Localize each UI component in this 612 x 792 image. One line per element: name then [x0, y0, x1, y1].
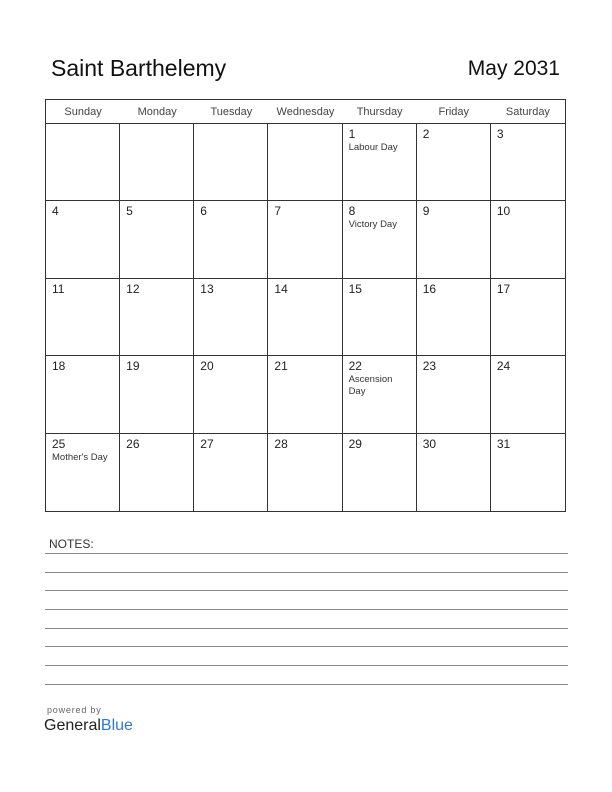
day-number: 25 — [52, 436, 66, 451]
day-cell — [46, 201, 120, 278]
weekday-header: Thursday — [343, 100, 417, 124]
weekday-header: Wednesday — [268, 100, 342, 124]
day-number: 4 — [52, 204, 59, 219]
day-number: 30 — [422, 436, 437, 451]
day-cell — [268, 201, 342, 278]
day-cell — [491, 201, 565, 278]
day-cell — [46, 279, 120, 356]
day-number: 3 — [496, 127, 504, 141]
note-line — [45, 684, 568, 685]
brand-general: General — [44, 717, 101, 734]
note-line — [45, 628, 568, 629]
day-cell — [417, 356, 491, 433]
day-cell — [491, 279, 565, 356]
note-line — [45, 553, 568, 554]
day-cell — [194, 356, 268, 433]
day-number: 19 — [126, 359, 140, 374]
day-number: 12 — [126, 281, 140, 296]
holiday-label: Victory Day — [348, 219, 397, 231]
day-cell — [491, 124, 565, 201]
day-cell — [120, 201, 194, 278]
day-number: 21 — [274, 359, 288, 374]
brand-blue: Blue — [100, 717, 133, 734]
day-cell — [46, 124, 120, 201]
weekday-header: Tuesday — [194, 100, 268, 124]
note-line — [45, 646, 568, 647]
day-number: 11 — [52, 281, 65, 296]
note-line — [45, 609, 568, 610]
day-cell — [343, 356, 417, 433]
day-cell — [194, 434, 268, 511]
day-number: 17 — [496, 281, 511, 296]
weekday-header: Friday — [417, 100, 491, 124]
day-number: 31 — [496, 436, 511, 451]
weekday-header: Saturday — [491, 100, 565, 124]
day-number: 15 — [348, 281, 362, 296]
day-cell — [268, 279, 342, 356]
day-cell — [417, 124, 491, 201]
day-cell — [120, 279, 194, 356]
calendar-title: Saint Barthelemy — [51, 55, 227, 81]
day-number: 29 — [348, 436, 362, 451]
day-number: 16 — [422, 281, 437, 296]
day-number: 22 — [348, 359, 362, 374]
day-cell — [417, 201, 491, 278]
day-number: 26 — [126, 436, 140, 451]
day-cell — [46, 356, 120, 433]
day-cell — [120, 124, 194, 201]
day-number: 7 — [274, 204, 282, 219]
notes-label: NOTES: — [49, 537, 94, 551]
day-number: 10 — [496, 204, 511, 219]
day-cell — [194, 201, 268, 278]
powered-by-text: powered by — [47, 705, 102, 715]
day-number: 9 — [422, 204, 430, 219]
day-number: 18 — [52, 359, 66, 374]
note-line — [45, 665, 568, 666]
day-cell — [491, 356, 565, 433]
day-cell — [343, 201, 417, 278]
day-number: 2 — [422, 127, 430, 141]
day-cell — [343, 434, 417, 511]
day-number: 1 — [348, 127, 356, 141]
day-number: 14 — [274, 281, 288, 296]
day-cell — [120, 434, 194, 511]
day-number: 13 — [200, 281, 214, 296]
holiday-label: Ascension Day — [348, 374, 393, 398]
day-cell — [268, 434, 342, 511]
day-cell — [46, 434, 120, 511]
day-cell — [194, 279, 268, 356]
holiday-label: Labour Day — [348, 142, 398, 153]
day-cell — [268, 124, 342, 201]
calendar-month: May 2031 — [467, 57, 560, 80]
day-cell — [417, 434, 491, 511]
day-cell — [268, 356, 342, 433]
day-number: 27 — [200, 436, 214, 451]
holiday-label: Mother's Day — [52, 451, 108, 463]
day-cell — [417, 279, 491, 356]
day-number: 6 — [200, 204, 207, 219]
weekday-header: Monday — [120, 100, 194, 124]
day-number: 23 — [422, 359, 437, 374]
day-number: 8 — [348, 204, 356, 219]
note-line — [45, 572, 568, 573]
brand-logo — [44, 717, 133, 735]
day-number: 28 — [274, 436, 288, 451]
calendar-grid — [45, 99, 566, 512]
day-cell — [194, 124, 268, 201]
day-cell — [120, 356, 194, 433]
day-cell — [343, 124, 417, 201]
weekday-header: Sunday — [46, 100, 120, 124]
day-number: 5 — [126, 204, 133, 219]
note-line — [45, 590, 568, 591]
day-number: 20 — [200, 359, 214, 374]
day-cell — [491, 434, 565, 511]
day-number: 24 — [496, 359, 511, 374]
day-cell — [343, 279, 417, 356]
